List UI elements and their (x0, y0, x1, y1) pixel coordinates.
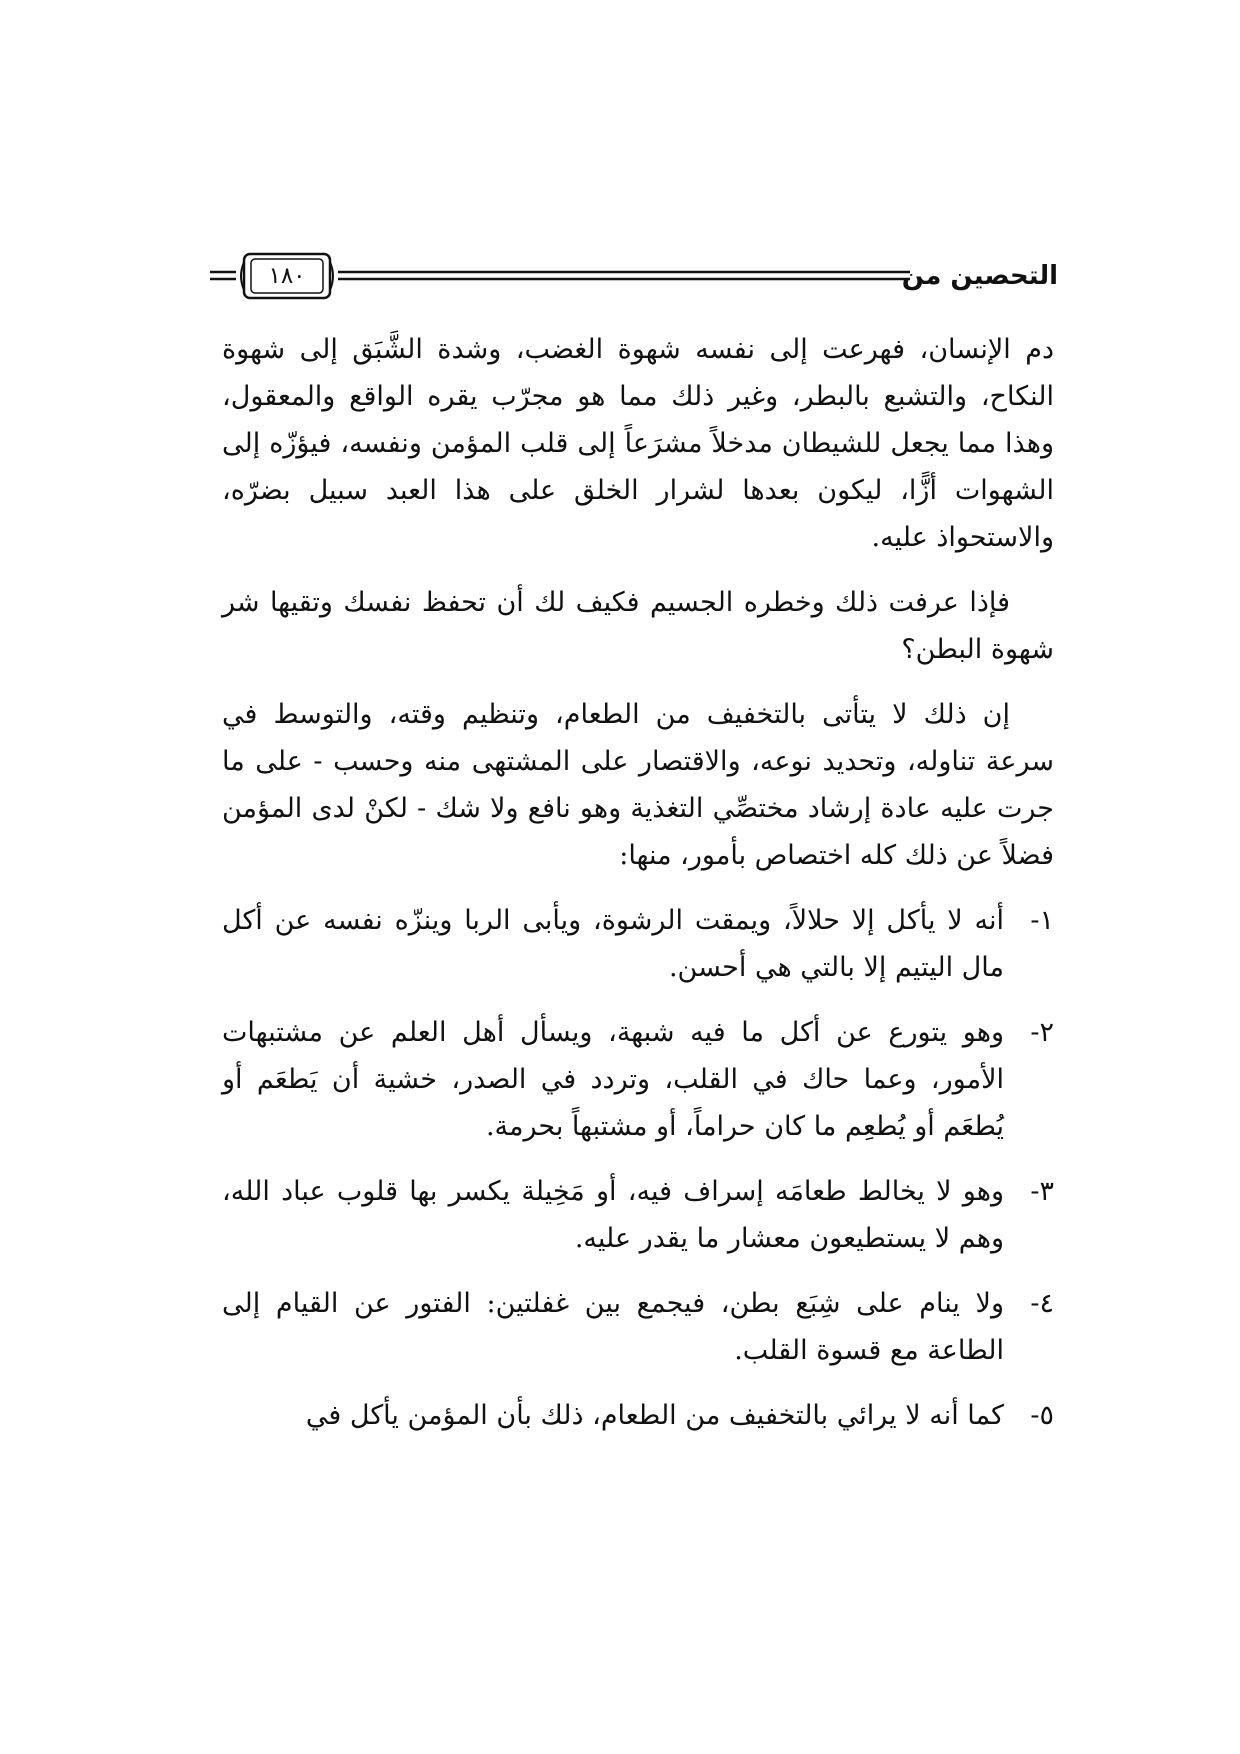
paragraph-question: فإذا عرفت ذلك وخطره الجسيم فكيف لك أن تحفظ نفسك وتقيها شر شهوة البطن؟ (222, 587, 1054, 665)
page-number: ١٨٠ (268, 263, 306, 289)
paragraph-intro: إن ذلك لا يتأتى بالتخفيف من الطعام، وتنظيم وقته، والتوسط في سرعة تناوله، وتحديد نوعه، والاقتصار على المشتهى منه وحسب - على ما جرت عليه عادة إرشاد مختصِّي التغذية وهو نافع ولا شك - لكنْ لدى المؤمن فضلاً عن ذلك كله اختصاص بأمور، منها: (222, 699, 1054, 871)
list-item (222, 1392, 1054, 1439)
page-body (222, 326, 1054, 1457)
list-item-number: ٢- (1030, 1017, 1054, 1048)
list-item-text: وهو لا يخالط طعامَه إسراف فيه، أو مَخِيلة يكسر بها قلوب عباد الله، وهم لا يستطيعون معشار ما يقدر عليه. (222, 1176, 1004, 1254)
list-item-number: ٥- (1030, 1400, 1054, 1431)
list-item-text: وهو يتورع عن أكل ما فيه شبهة، ويسأل أهل العلم عن مشتبهات الأمور، وعما حاك في القلب، وتردد في الصدر، خشية أن يَطعَم أو يُطعَم أو يُطعِم ما كان حراماً، أو مشتبهاً بحرمة. (222, 1017, 1004, 1142)
page-header (210, 248, 1058, 304)
list-item-text: كما أنه لا يرائي بالتخفيف من الطعام، ذلك بأن المؤمن يأكل في (305, 1400, 1004, 1431)
list-item (222, 897, 1054, 991)
list-item (222, 1009, 1054, 1150)
paragraph-continued: دم الإنسان، فهرعت إلى نفسه شهوة الغضب، وشدة الشَّبَق إلى شهوة النكاح، والتشبع بالبطر، وغير ذلك مما هو مجرّب يقره الواقع والمعقول، وهذا مما يجعل للشيطان مدخلاً مشرَعاً إلى قلب المؤمن ونفسه، فيؤزّه إلى الشهوات أزًّا، ليكون بعدها لشرار الخلق على هذا العبد سبيل بضرّه، والاستحواذ عليه. (222, 334, 1054, 553)
list-item-text: أنه لا يأكل إلا حلالاً، ويمقت الرشوة، ويأبى الربا وينزّه نفسه عن أكل مال اليتيم إلا بالتي هي أحسن. (222, 905, 1004, 983)
list-item (222, 1280, 1054, 1374)
list-item-number: ٣- (1030, 1176, 1054, 1207)
list-item (222, 1168, 1054, 1262)
running-title: التحصين من (901, 261, 1058, 291)
list-item-text: ولا ينام على شِبَع بطن، فيجمع بين غفلتين: الفتور عن القيام إلى الطاعة مع قسوة القلب. (222, 1288, 1004, 1366)
list-item-number: ١- (1030, 905, 1054, 936)
list-item-number: ٤- (1030, 1288, 1054, 1319)
